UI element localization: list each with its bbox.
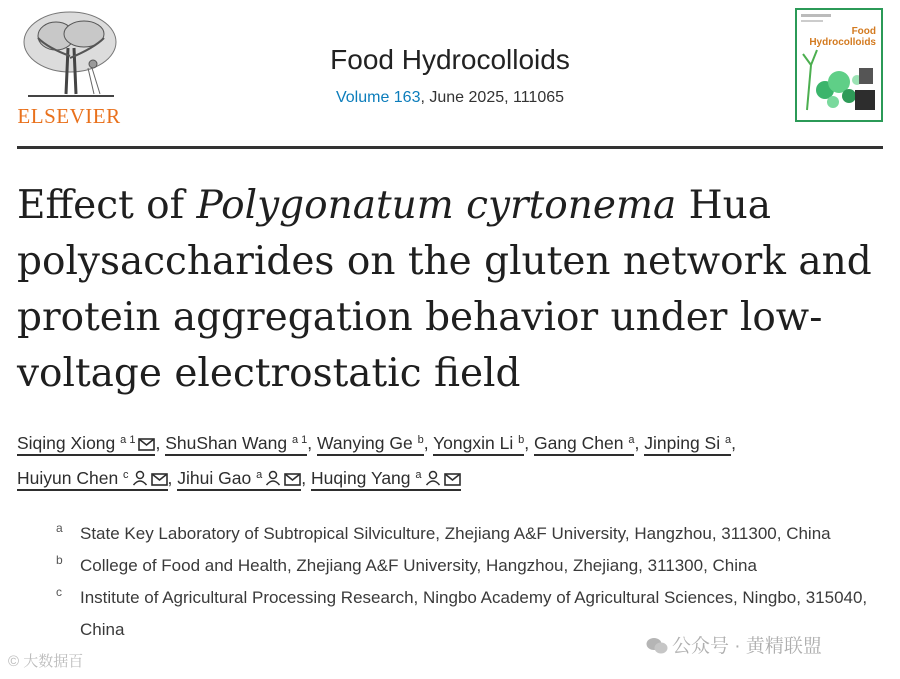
author-affiliation-sup: b [417, 434, 424, 446]
affiliation-label: c [56, 585, 62, 599]
author-list [17, 424, 883, 494]
article-title [17, 178, 883, 402]
author-name: Huqing Yang [310, 468, 411, 488]
author-affiliation-sup: a [415, 469, 422, 481]
author-affiliation-sup: a [724, 434, 732, 446]
author-separator: , [307, 433, 318, 453]
author-separator: , [731, 433, 736, 453]
journal-volume-line [0, 89, 900, 107]
author-link[interactable] [165, 433, 307, 456]
author-name: Wanying Ge [317, 433, 413, 453]
affiliation-text: State Key Laboratory of Subtropical Silviculture, Zhejiang A&F University, Hangzhou, 311300, China [80, 524, 831, 543]
author-link[interactable] [311, 468, 461, 491]
author-name: Jinping Si [644, 433, 721, 453]
author-separator: , [634, 433, 645, 453]
author-name: Huiyun Chen [17, 468, 119, 488]
author-separator: , [167, 468, 178, 488]
author-affiliation-sup: a 1 [120, 434, 136, 446]
person-icon [132, 470, 148, 486]
envelope-icon [138, 438, 155, 451]
author-link[interactable] [644, 433, 731, 456]
author-link[interactable] [534, 433, 635, 456]
author-name: Yongxin Li [433, 433, 514, 453]
author-affiliation-sup: a [628, 434, 635, 446]
affiliation-text: Institute of Agricultural Processing Research, Ningbo Academy of Agricultural Sciences, Ningbo, 315040, China [80, 588, 868, 639]
wechat-icon [646, 637, 668, 655]
author-link[interactable] [17, 468, 168, 491]
volume-link[interactable]: Volume 163 [335, 89, 421, 106]
title-part-2: Hua polysaccharides on the gluten network and protein aggregation behavior under low-voltage electrostatic field [17, 183, 872, 396]
author-separator: , [155, 433, 166, 453]
author-name: Siqing Xiong [17, 433, 116, 453]
cover-title-line2: Hydrocolloids [809, 37, 876, 48]
author-name: Gang Chen [533, 433, 624, 453]
watermark-left [8, 650, 83, 671]
author-affiliation-sup: c [123, 469, 129, 481]
author-affiliation-sup: a 1 [292, 434, 308, 446]
cover-title-line1: Food [851, 26, 876, 37]
person-icon [265, 470, 281, 486]
author-separator: , [423, 433, 434, 453]
publisher-name: ELSEVIER [17, 104, 121, 128]
journal-cover-thumbnail[interactable] [795, 8, 883, 122]
header-divider [17, 146, 883, 149]
title-part-1: Effect of [17, 183, 197, 228]
cover-art-icon [797, 10, 881, 120]
affiliation-label: a [56, 521, 63, 535]
watermark-glyph-icon: © [8, 653, 20, 670]
affiliation-text: College of Food and Health, Zhejiang A&F University, Hangzhou, Zhejiang, 311300, China [80, 556, 757, 575]
author-affiliation-sup: b [518, 434, 525, 446]
author-link[interactable] [433, 433, 524, 456]
author-name: Jihui Gao [177, 468, 252, 488]
author-separator: , [524, 433, 534, 453]
watermark-right [646, 631, 822, 658]
affiliation-list [56, 518, 886, 646]
issue-details: , June 2025, 111065 [420, 89, 565, 106]
envelope-icon [444, 473, 461, 486]
watermark-right-text: 公众号 · 黄精联盟 [672, 636, 822, 657]
person-icon [425, 470, 441, 486]
affiliation-label: b [56, 553, 63, 567]
author-link[interactable] [317, 433, 424, 456]
journal-title[interactable]: Food Hydrocolloids [330, 44, 570, 75]
envelope-icon [284, 473, 301, 486]
affiliation-item [56, 550, 886, 582]
watermark-left-text: 大数据百 [23, 653, 84, 670]
author-link[interactable] [17, 433, 155, 456]
author-link[interactable] [177, 468, 301, 491]
title-species-name: Polygonatum cyrtonema [196, 183, 677, 228]
envelope-icon [151, 473, 168, 486]
author-name: ShuShan Wang [165, 433, 288, 453]
author-separator: , [301, 468, 311, 488]
affiliation-item [56, 518, 886, 550]
author-affiliation-sup: a [256, 469, 263, 481]
